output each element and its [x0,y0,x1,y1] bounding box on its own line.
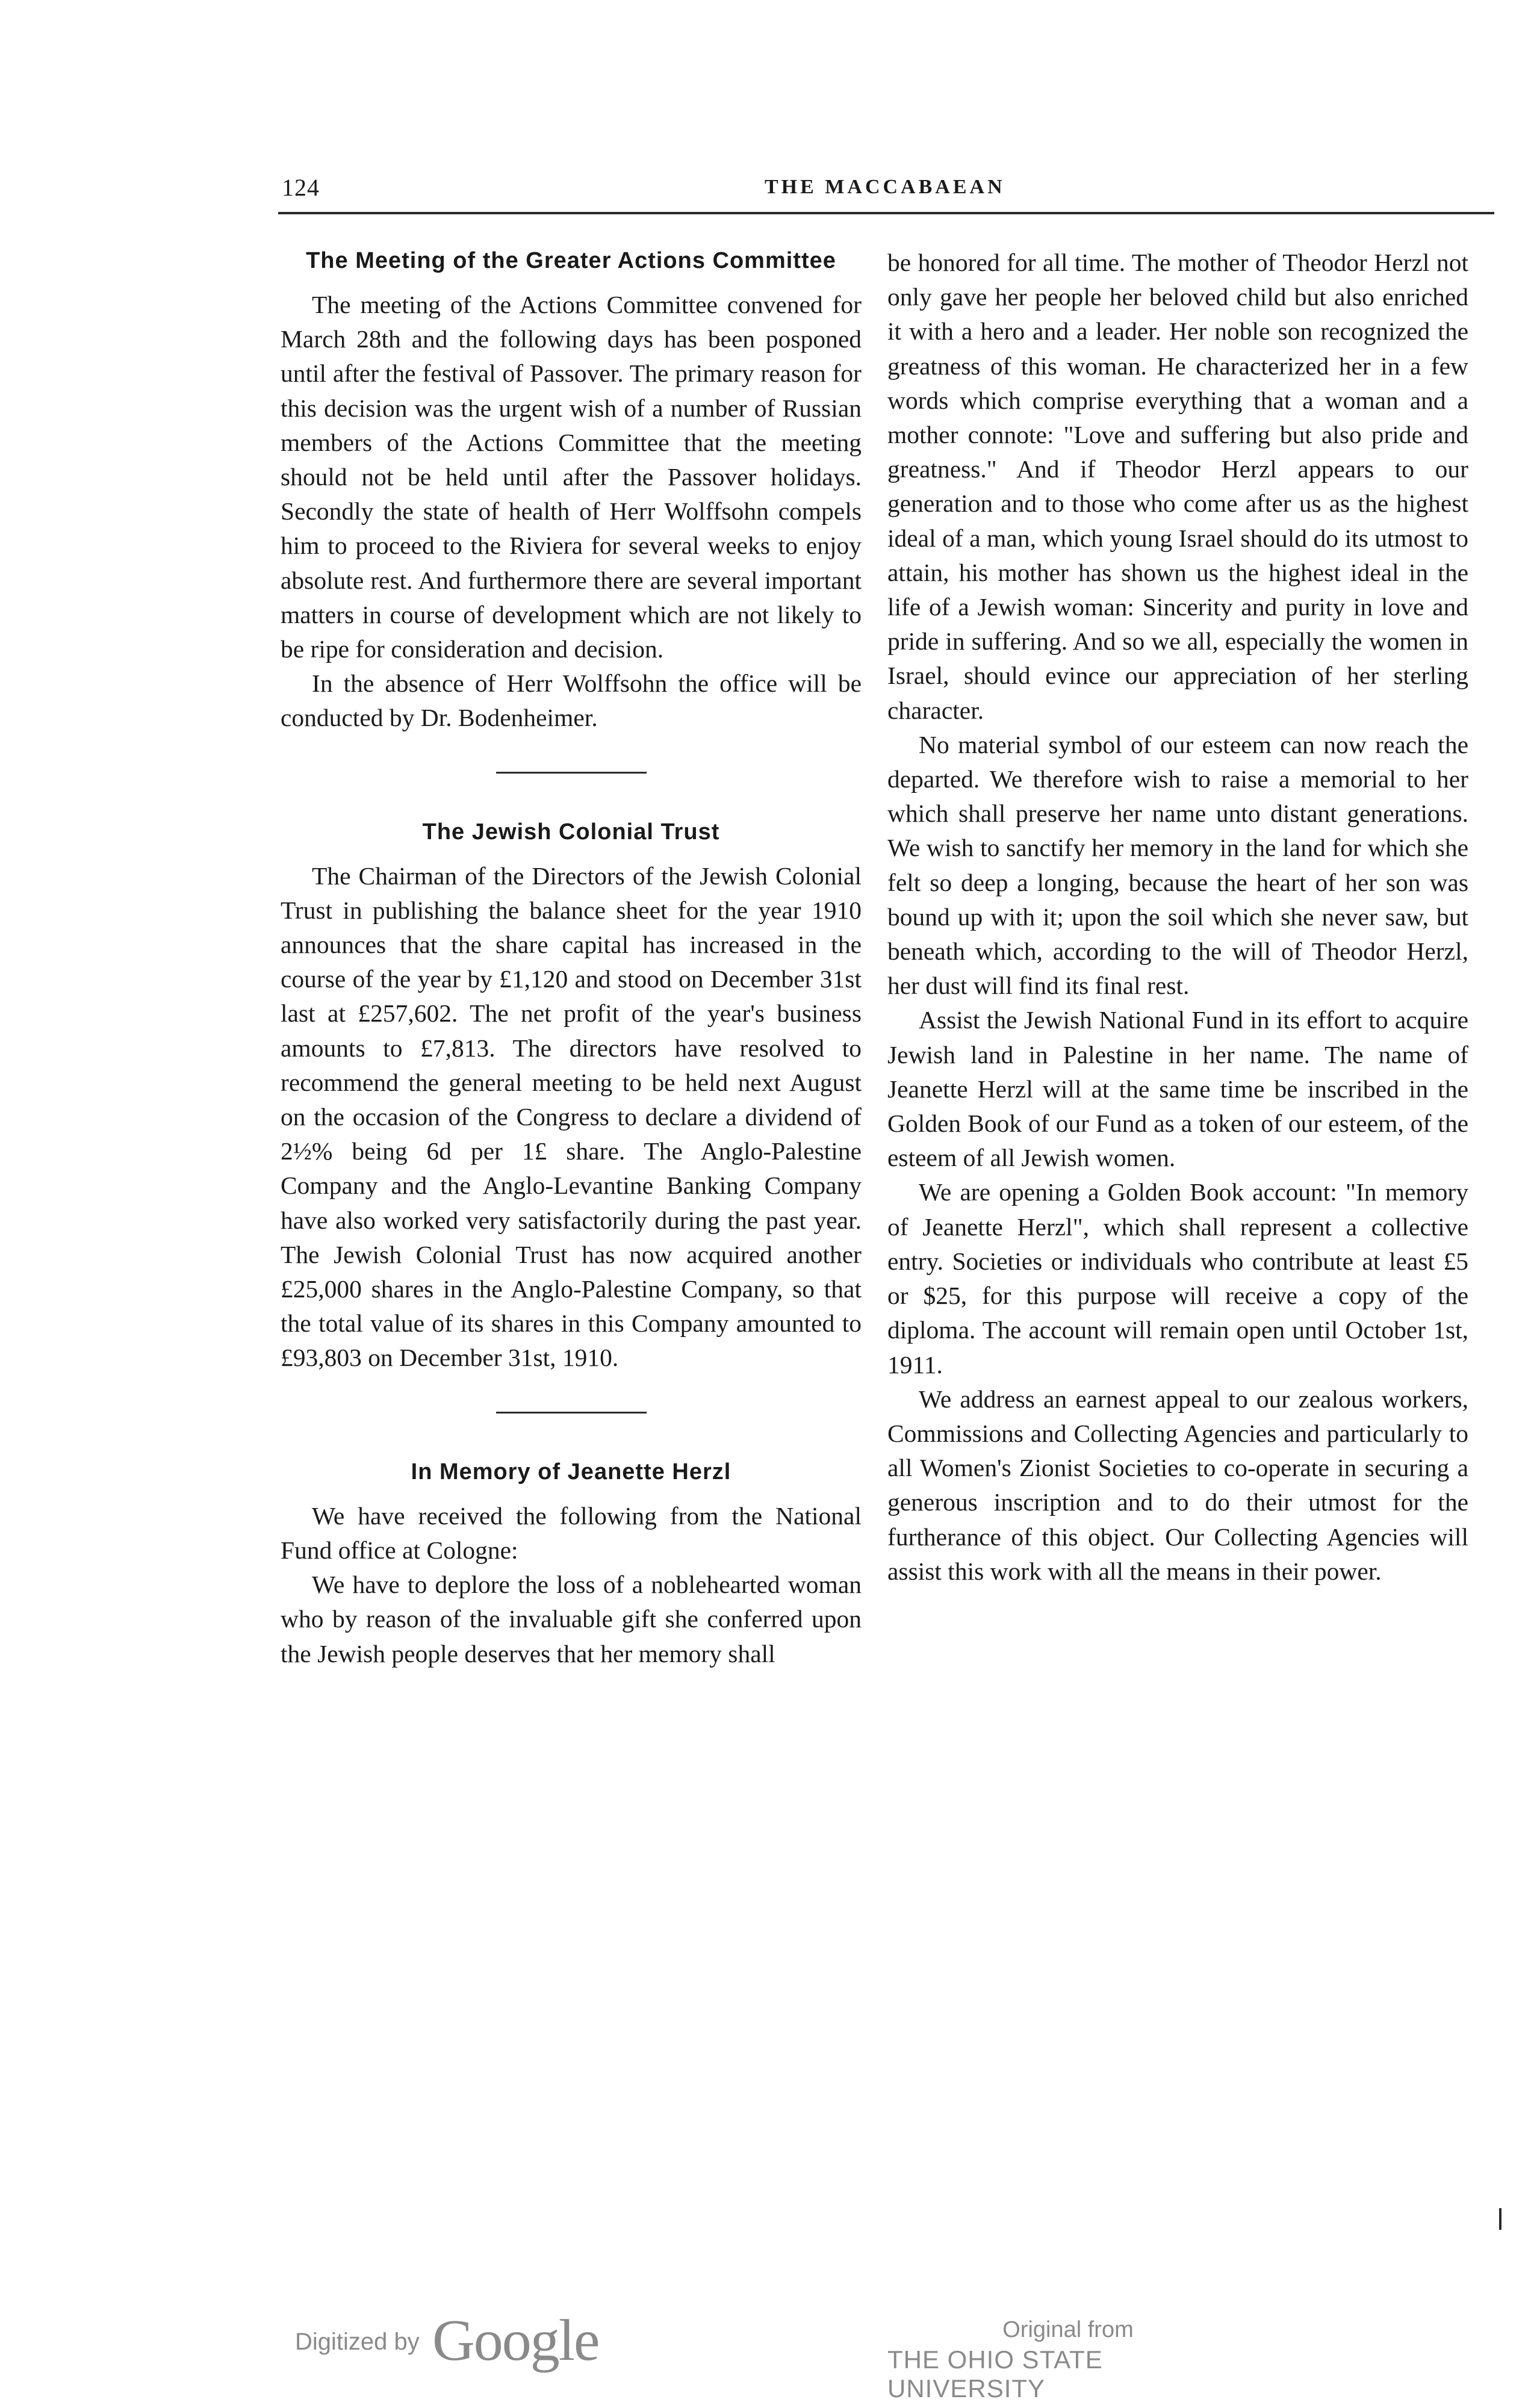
article-paragraph: The meeting of the Actions Committee convened for March 28th and the following days has been posponed until after the festival of Passover. The primary reason for this decision was the urgent wish of a number of Russian members of the Actions Committee that the meeting should not be held until after the Passover holidays. Secondly the state of health of Herr Wolffsohn compels him to proceed to the Riviera for several weeks to enjoy absolute rest. And furthermore there are several important matters in course of development which are not likely to be ripe for consideration and decision. [281,291,862,663]
original-from-label: Original from [1002,2317,1134,2342]
article-paragraph: We have to deplore the loss of a noblehearted woman who by reason of the invaluable gift she conferred upon the Jewish people deserves that her memory shall [281,1571,862,1668]
article-paragraph: In the absence of Herr Wolffsohn the office will be conducted by Dr. Bodenheimer. [281,669,862,732]
left-column [281,246,862,1671]
article-paragraph: be honored for all time. The mother of Theodor Herzl not only gave her people her beloved child but also enriched it with a hero and a leader. Her noble son recognized the greatness of this woman. He characterized her in a few words which comprise everything that a woman and a mother connote: "Love and suffering but also pride and greatness." And if Theodor Herzl appears to our generation and to those who come after us as the highest ideal of a man, which young Israel should do its utmost to attain, his mother has shown us the highest ideal in the life of a Jewish woman: Sincerity and purity in love and pride in suffering. And so we all, especially the women in Israel, should evince our appreciation of her sterling character. [887,249,1468,724]
digitized-by-label: Digitized by [295,2329,420,2355]
article-paragraph: Assist the Jewish National Fund in its effort to acquire Jewish land in Palestine in her name. The name of Jeanette Herzl will at the same time be inscribed in the Golden Book of our Fund as a token of our esteem, of the esteem of all Jewish women. [887,1006,1468,1172]
article-paragraph: The Chairman of the Directors of the Jewish Colonial Trust in publishing the balance sheet for the year 1910 announces that the share capital has increased in the course of the year by £1,120 and stood on December 31st last at £257,602. The net profit of the year's business amounts to £7,813. The directors have resolved to recommend the general meeting to be held next August on the occasion of the Congress to declare a dividend of 2½% being 6d per 1£ share. The Anglo-Palestine Company and the Anglo-Levantine Banking Company have also worked very satisfactorily during the past year. The Jewish Colonial Trust has now acquired another £25,000 shares in the Anglo-Palestine Company, so that the total value of its shares in this Company amounted to £93,803 on December 31st, 1910. [281,861,862,1372]
page-edge-mark [1499,2208,1501,2230]
section-heading-actions-committee: The Meeting of the Greater Actions Committee [306,248,836,273]
google-logo: Google [432,2308,599,2373]
section-divider [496,772,647,774]
journal-title: THE MACCABAEAN [765,176,1005,198]
header-rule [278,212,1494,214]
section-divider [496,1412,647,1413]
right-column [887,246,1468,1589]
section-heading-jeanette-herzl: In Memory of Jeanette Herzl [411,1459,731,1485]
article-paragraph: No material symbol of our esteem can now reach the departed. We therefore wish to raise a memorial to her which shall preserve her name unto distant generations. We wish to sanctify her memory in the land for which she felt so deep a longing, because the heart of her son was bound up with it; upon the soil which she never saw, but beneath which, according to the will of Theodor Herzl, her dust will find its final rest. [887,730,1468,1000]
page-number: 124 [282,174,320,201]
article-paragraph: We address an earnest appeal to our zealous workers, Commissions and Collecting Agencies and particularly to all Women's Zionist Societies to co-operate in securing a generous inscription and to do their utmost for the furtherance of this object. Our Collecting Agencies will assist this work with all the means in their power. [887,1385,1468,1585]
article-paragraph: We are opening a Golden Book account: "In memory of Jeanette Herzl", which shall represent a collective entry. Societies or individuals who contribute at least £5 or $25, for this purpose will receive a copy of the diploma. The account will remain open until October 1st, 1911. [887,1178,1468,1379]
university-label: THE OHIO STATE UNIVERSITY [887,2345,1103,2403]
article-paragraph: We have received the following from the National Fund office at Cologne: [281,1501,862,1564]
section-heading-colonial-trust: The Jewish Colonial Trust [422,819,720,845]
